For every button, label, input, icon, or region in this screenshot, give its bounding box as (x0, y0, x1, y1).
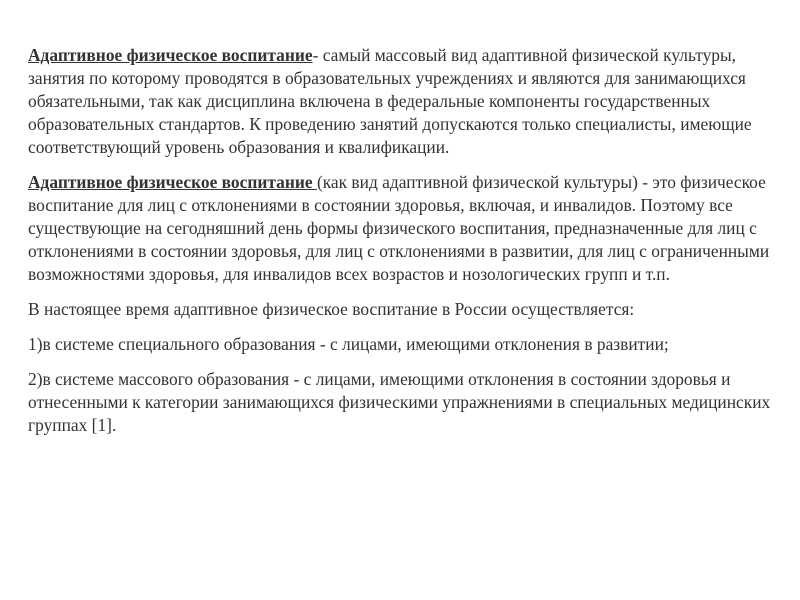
paragraph-intro: В настоящее время адаптивное физическое воспитание в России осуществляется: (28, 299, 635, 319)
paragraph-definition-1 (28, 44, 772, 159)
term-heading-2: Адаптивное физическое воспитание (28, 172, 317, 192)
paragraph-item-1: 1)в системе специального образования - с лицами, имеющими отклонения в развитии; (28, 334, 669, 354)
paragraph-1-text: - самый массовый вид адаптивной физической культуры, занятия по которому проводятся в образовательных учреждениях и являются для занимающихся обязательными, так как дисциплина включена в федеральные компоненты государственных образовательных стандартов. К проведению занятий допускаются только специалисты, имеющие соответствующий уровень образования и квалификации. (28, 45, 752, 157)
paragraph-item-2: 2)в системе массового образования - с лицами, имеющими отклонения в состоянии здоровья и отнесенными к категории занимающихся физическими упражнениями в специальных медицинских группах [1]. (28, 369, 771, 435)
paragraph-definition-2 (28, 171, 772, 286)
term-heading-1: Адаптивное физическое воспитание (28, 45, 313, 65)
paragraph-2-text: (как вид адаптивной физической культуры) - это физическое воспитание для лиц с отклонениями в состоянии здоровья, включая, и инвалидов. Поэтому все существующие на сегодняшний день формы физического воспитания, предназначенные для лиц с отклонениями в состоянии здоровья, для лиц с отклонениями в развитии, для лиц с ограниченными возможностями здоровья, для инвалидов всех возрастов и нозологических групп и т.п. (28, 172, 770, 284)
